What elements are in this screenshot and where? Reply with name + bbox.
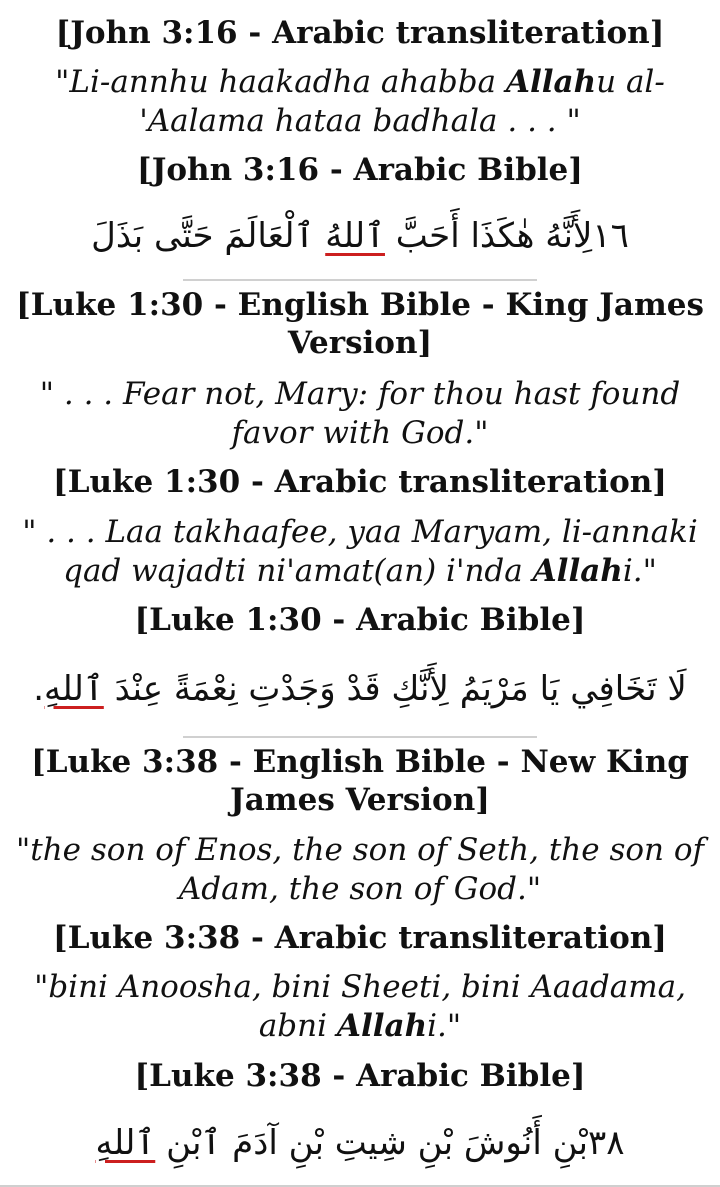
heading-luke-3-38-nkjv: [Luke 3:38 - English Bible - New King James Version] bbox=[31, 744, 689, 818]
heading-john-3-16-transliteration: [John 3:16 - Arabic transliteration] bbox=[55, 15, 665, 51]
heading-luke-1-30-kjv: [Luke 1:30 - English Bible - King James Version] bbox=[16, 287, 704, 361]
arabic-verse-luke-1-30 bbox=[0, 664, 720, 714]
allah-bold-text: Allah bbox=[336, 1008, 428, 1044]
heading-luke-1-30-arabic: [Luke 1:30 - Arabic Bible] bbox=[134, 602, 586, 638]
quote-text: " . . . Laa takhaafee, yaa Maryam, li-annaki qad wajadti ni'amat(an) i'nda bbox=[22, 514, 698, 589]
allah-arabic-underlined: ٱللهِ bbox=[44, 669, 104, 709]
quote-john-3-16-transliteration bbox=[6, 63, 714, 141]
arabic-text: ٱلْعَالَمَ حَتَّى بَذَلَ bbox=[91, 216, 326, 256]
allah-arabic-underlined: ٱللهِ bbox=[95, 1123, 156, 1163]
allah-bold-text: Allah bbox=[532, 553, 623, 589]
arabic-verse-john-3-16 bbox=[0, 211, 720, 261]
arabic-text: . bbox=[33, 669, 45, 709]
quote-luke-1-30-kjv: " . . . Fear not, Mary: for thou hast found favor with God." bbox=[39, 376, 681, 451]
quote-text: "Li-annhu haakadha ahabba bbox=[55, 64, 506, 100]
quote-text: i." bbox=[622, 553, 657, 589]
heading-john-3-16-arabic: [John 3:16 - Arabic Bible] bbox=[137, 152, 583, 188]
heading-luke-3-38-arabic: [Luke 3:38 - Arabic Bible] bbox=[134, 1058, 586, 1094]
quote-text: i." bbox=[427, 1008, 462, 1044]
quote-luke-3-38-nkjv: "the son of Enos, the son of Seth, the son of Adam, the son of God." bbox=[15, 832, 704, 907]
heading-luke-3-38-transliteration: [Luke 3:38 - Arabic transliteration] bbox=[53, 920, 667, 956]
arabic-text: لَا تَخَافِي يَا مَرْيَمُ لِأَنَّكِ قَدْ وَجَدْتِ نِعْمَةً عِنْدَ bbox=[103, 669, 687, 709]
allah-arabic-underlined: ٱللهُ bbox=[325, 216, 385, 256]
quote-text: u al-'Aalama hataa badhala . . . " bbox=[139, 64, 665, 139]
quote-luke-1-30-transliteration bbox=[6, 513, 714, 591]
section-divider bbox=[183, 736, 537, 738]
heading-luke-1-30-transliteration: [Luke 1:30 - Arabic transliteration] bbox=[53, 464, 667, 500]
quote-text: "bini Anoosha, bini Sheeti, bini Aaadama, abni bbox=[34, 969, 686, 1044]
arabic-verse-luke-3-38 bbox=[0, 1118, 720, 1168]
section-divider bbox=[183, 279, 537, 281]
quote-luke-3-38-transliteration bbox=[6, 968, 714, 1046]
arabic-text: ١٦لِأَنَّهُ هٰكَذَا أَحَبَّ bbox=[384, 216, 629, 256]
arabic-text: ٣٨بْنِ أَنُوشَ بْنِ شِيتِ بْنِ آدَمَ ٱبْنِ bbox=[155, 1123, 625, 1163]
allah-bold-text: Allah bbox=[505, 64, 597, 100]
